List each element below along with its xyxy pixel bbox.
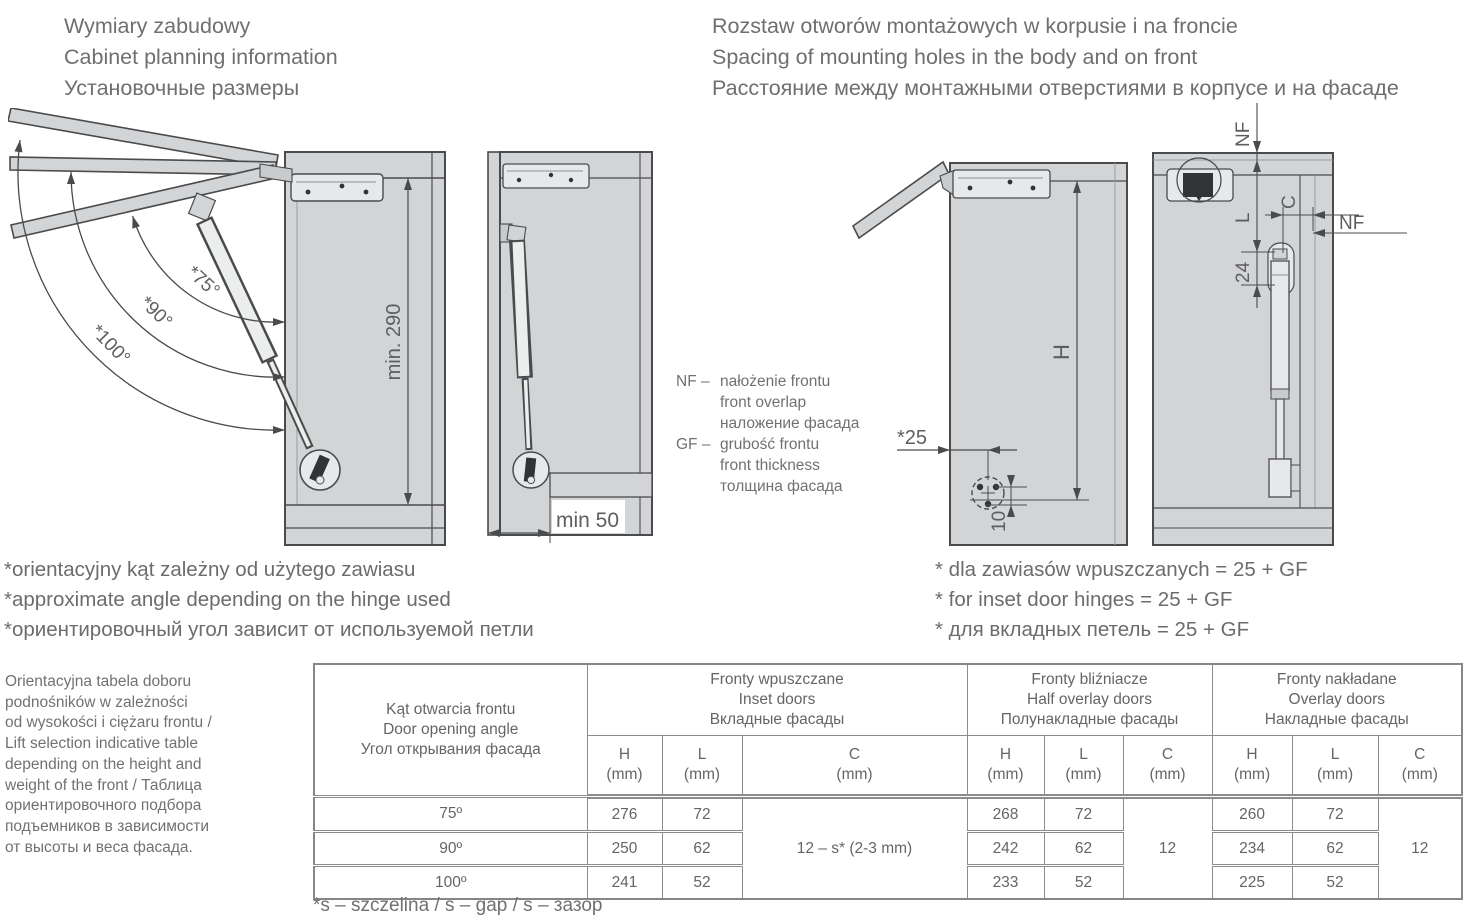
c-value-inset: 12 – s* (2-3 mm) (742, 797, 967, 900)
value-cell: 260 (1212, 797, 1292, 832)
col-header-h: H (mm) (1212, 736, 1292, 797)
cabinet-closed (488, 152, 652, 535)
legend-nf-lines: nałożenie frontu front overlap наложение фасада (720, 373, 860, 432)
value-cell: 241 (587, 866, 662, 900)
value-cell: 233 (967, 866, 1044, 900)
lift-mechanism (940, 170, 1050, 198)
label-min-290: min. 290 (383, 303, 405, 381)
value-cell: 52 (1044, 866, 1123, 900)
front-panel (488, 152, 500, 535)
heading-left-ru: Установочные размеры (64, 76, 300, 100)
label-C: C (1279, 195, 1300, 209)
diagram-hole-spacing-front (1143, 103, 1413, 547)
col-header-h: H (mm) (587, 736, 662, 797)
value-cell: 62 (662, 832, 742, 866)
value-cell: 62 (1044, 832, 1123, 866)
table-footnote-clipped: *s – szczelina / s – gap / s – зазор (313, 895, 603, 916)
label-25: *25 (897, 427, 928, 449)
label-24: 24 (1233, 261, 1254, 283)
angle-column-header: Kąt otwarcia frontu Door opening angle Угол открывания фасада (314, 664, 587, 797)
heading-right-en: Spacing of mounting holes in the body and on front (712, 45, 1198, 69)
col-header-c: C (mm) (742, 736, 967, 797)
table-group-header-row (314, 664, 1462, 736)
c-value-overlay: 12 (1378, 797, 1462, 900)
cabinet-front-view (1153, 153, 1333, 545)
label-NF-top: NF (1233, 121, 1254, 147)
legend-gf-lines: grubość frontu front thickness толщина фасада (720, 436, 843, 495)
value-cell: 276 (587, 797, 662, 832)
value-cell: 72 (662, 797, 742, 832)
value-cell: 62 (1292, 832, 1378, 866)
col-header-c: C (mm) (1378, 736, 1462, 797)
value-cell: 242 (967, 832, 1044, 866)
value-cell: 72 (1292, 797, 1378, 832)
heading-right-ru: Расстояние между монтажными отверстиями в корпусе и на фасаде (712, 76, 1399, 100)
footnotes-right: * dla zawiasów wpuszczanych = 25 + GF * for inset door hinges = 25 + GF * для вкладных петель = 25 + GF (935, 558, 1308, 641)
label-angle-90: *90° (135, 292, 177, 333)
open-door (853, 162, 949, 238)
angle-cell: 75º (314, 797, 587, 832)
group-header-half-overlay: Fronty bliźniacze Half overlay doors Полунакладные фасады (967, 664, 1212, 736)
heading-left (64, 11, 338, 104)
value-cell: 268 (967, 797, 1044, 832)
heading-right-pl: Rozstaw otworów montażowych w korpusie i na froncie (712, 14, 1238, 38)
angle-cell: 100º (314, 866, 587, 900)
lift-mechanism (503, 164, 589, 188)
heading-left-en: Cabinet planning information (64, 45, 338, 69)
diagram-hole-spacing-side (845, 148, 1135, 548)
door-75-deg (11, 165, 276, 238)
diagram-opening-angles (8, 108, 454, 548)
legend-gf-code: GF – (676, 436, 711, 453)
label-10: 10 (989, 510, 1010, 532)
col-header-l: L (mm) (1044, 736, 1123, 797)
group-header-inset: Fronty wpuszczane Inset doors Вкладные фасады (587, 664, 967, 736)
cabinet-body (950, 163, 1127, 545)
value-cell: 250 (587, 832, 662, 866)
heading-left-pl: Wymiary zabudowy (64, 14, 251, 38)
label-angle-100: *100° (86, 320, 134, 370)
label-NF-side: NF (1339, 213, 1365, 234)
label-angle-75: *75° (182, 262, 224, 302)
table-row (314, 797, 1462, 832)
value-cell: 52 (1292, 866, 1378, 900)
angle-cell: 90º (314, 832, 587, 866)
value-cell: 225 (1212, 866, 1292, 900)
col-header-l: L (mm) (1292, 736, 1378, 797)
table-intro-text: Orientacyjna tabela doboru podnośników w zależności od wysokości i ciężaru frontu / Lift selection indicative table depending on the height and weight of the front / Таблица ориентировочного подбора подъемников в зависимости от высоты и веса фасада. (5, 673, 212, 856)
value-cell: 72 (1044, 797, 1123, 832)
label-L: L (1233, 212, 1254, 223)
col-header-c: C (mm) (1123, 736, 1212, 797)
group-header-overlay: Fronty nakładane Overlay doors Накладные фасады (1212, 664, 1462, 736)
value-cell: 234 (1212, 832, 1292, 866)
footnotes-left: *orientacyjny kąt zależny od użytego zawiasu *approximate angle depending on the hinge used *ориентировочный угол зависит от используемой петли (4, 558, 534, 641)
label-H: H (1049, 344, 1074, 360)
value-cell: 52 (662, 866, 742, 900)
col-header-h: H (mm) (967, 736, 1044, 797)
legend-nf-code: NF – (676, 373, 710, 390)
col-header-l: L (mm) (662, 736, 742, 797)
label-min-50: min 50 (556, 509, 620, 532)
lift-selection-table (313, 663, 1463, 900)
heading-right (712, 11, 1399, 104)
diagram-closed-side (467, 140, 662, 547)
c-value-half-overlay: 12 (1123, 797, 1212, 900)
